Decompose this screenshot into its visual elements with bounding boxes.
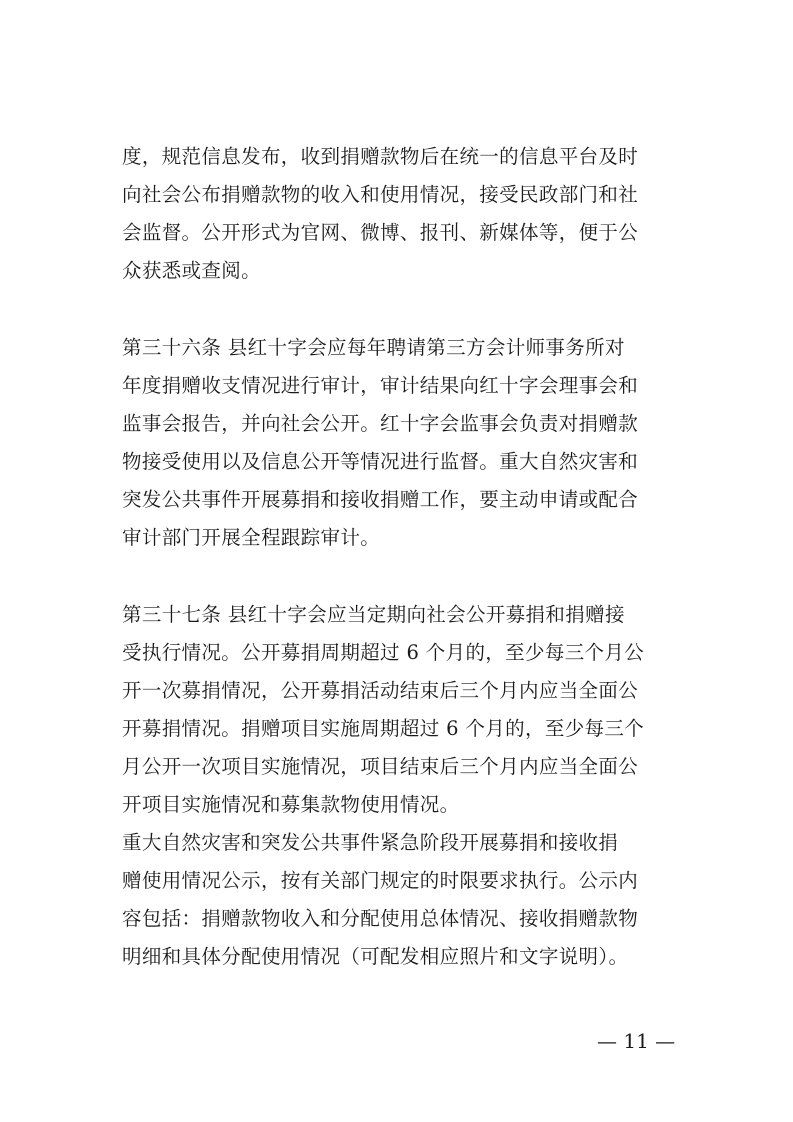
text-line: 向社会公布捐赠款物的收入和使用情况，接受民政部门和社 — [122, 183, 639, 206]
text-line: 赠使用情况公示，按有关部门规定的时限要求执行。公示内 — [122, 869, 639, 892]
text-line: 突发公共事件开展募捐和接收捐赠工作，要主动申请或配合 — [122, 488, 639, 511]
text-line: 受执行情况。公开募捐周期超过 6 个月的，至少每三个月公 — [122, 641, 645, 664]
article-36 — [122, 329, 682, 557]
text-line: 物接受使用以及信息公开等情况进行监督。重大自然灾害和 — [122, 450, 639, 473]
text-line: 容包括：捐赠款物收入和分配使用总体情况、接收捐赠款物 — [122, 907, 639, 930]
text-line: 月公开一次项目实施情况，项目结束后三个月内应当全面公 — [122, 755, 639, 778]
paragraph-gap — [122, 557, 682, 596]
text-line: 审计部门开展全程跟踪审计。 — [122, 526, 381, 549]
text-line: 开项目实施情况和募集款物使用情况。 — [122, 793, 460, 816]
text-line: 众获悉或查阅。 — [122, 259, 261, 282]
paragraph-emergency-disclosure — [122, 824, 682, 976]
text-line: 开募捐情况。捐赠项目实施周期超过 6 个月的，至少每三个 — [122, 717, 645, 740]
text-line: 开一次募捐情况，公开募捐活动结束后三个月内应当全面公 — [122, 679, 639, 702]
text-line: 监事会报告，并向社会公开。红十字会监事会负责对捐赠款 — [122, 412, 639, 435]
text-line: 重大自然灾害和突发公共事件紧急阶段开展募捐和接收捐 — [122, 831, 619, 854]
text-line: 会监督。公开形式为官网、微博、报刊、新媒体等，便于公 — [122, 221, 639, 244]
text-line: 第三十七条 县红十字会应当定期向社会公开募捐和捐赠接 — [122, 603, 625, 626]
text-line: 度，规范信息发布，收到捐赠款物后在统一的信息平台及时 — [122, 145, 639, 168]
paragraph-disclosure-continued — [122, 138, 682, 290]
text-line: 第三十六条 县红十字会应每年聘请第三方会计师事务所对 — [122, 336, 625, 359]
article-37 — [122, 596, 682, 824]
page-number: — 11 — — [597, 1029, 676, 1053]
document-body — [122, 138, 682, 976]
paragraph-gap — [122, 290, 682, 329]
text-line: 年度捐赠收支情况进行审计，审计结果向红十字会理事会和 — [122, 374, 639, 397]
text-line: 明细和具体分配使用情况（可配发相应照片和文字说明）。 — [122, 945, 629, 968]
